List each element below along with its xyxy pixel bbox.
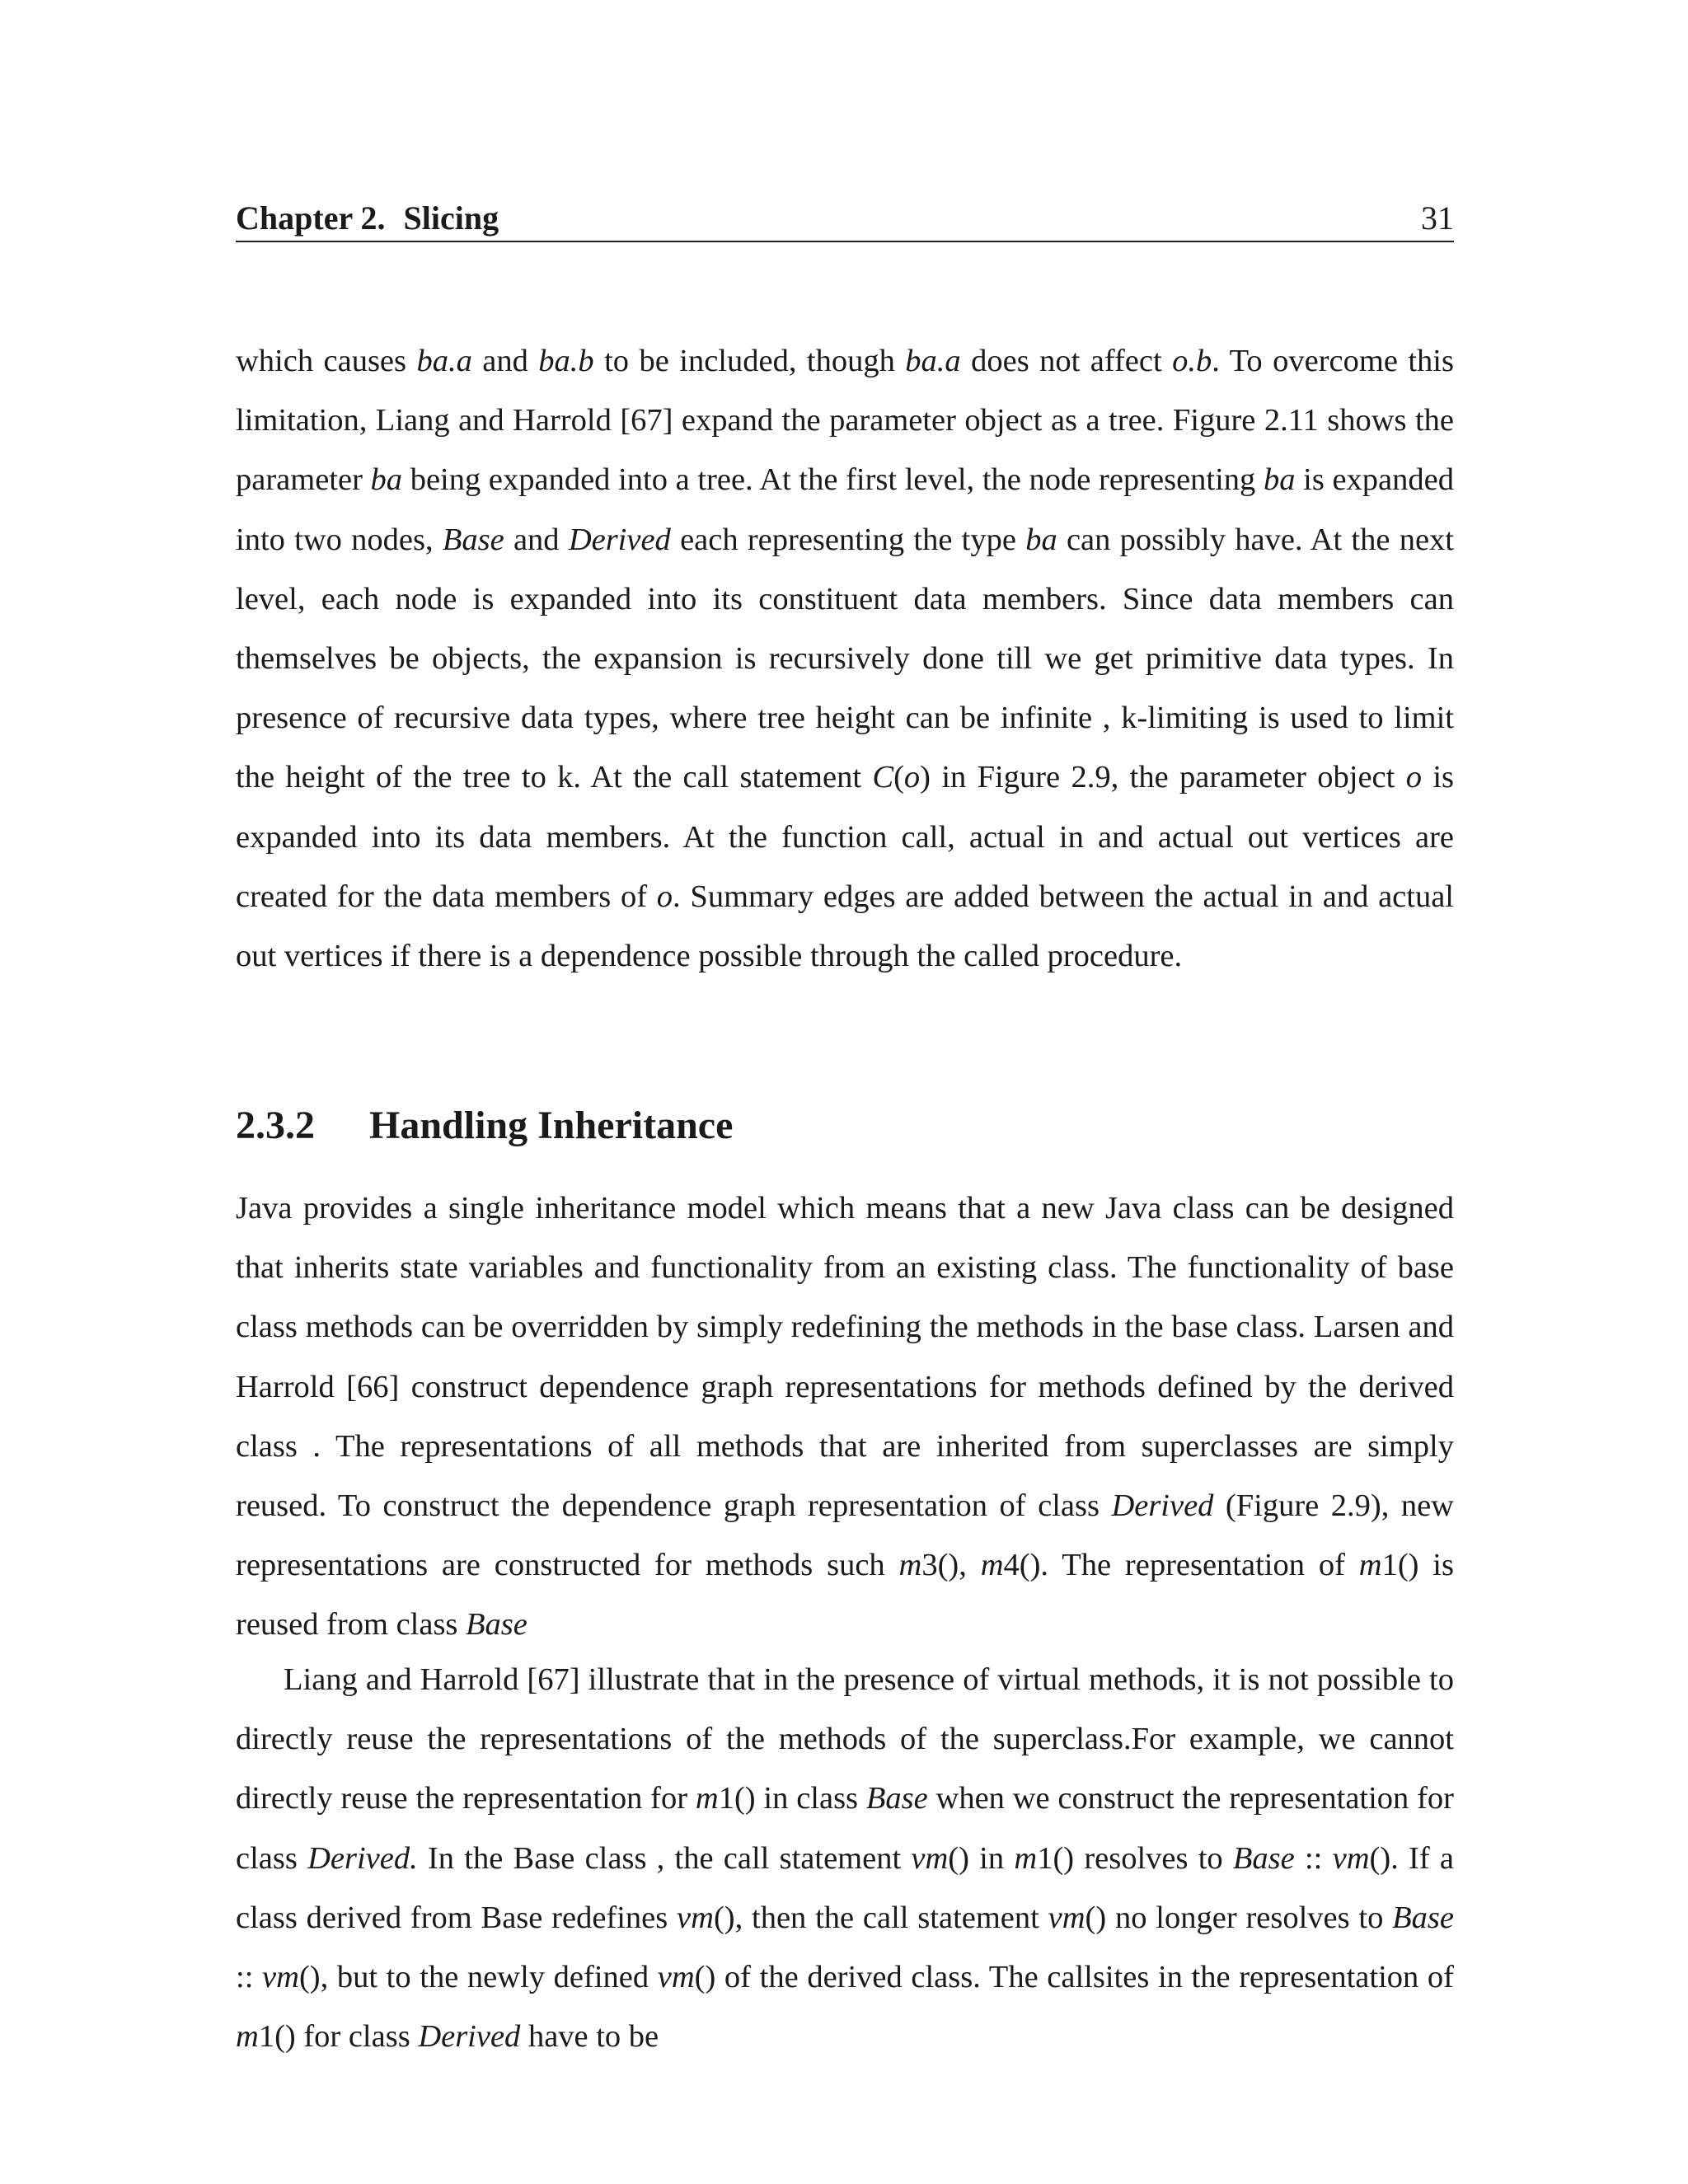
italic-term: Base <box>865 1781 928 1816</box>
italic-term: vm <box>677 1900 714 1935</box>
chapter-name: Slicing <box>403 199 499 237</box>
italic-term: vm <box>1048 1900 1085 1935</box>
section-title: Handling Inheritance <box>369 1104 734 1147</box>
italic-term: o.b <box>1172 344 1212 378</box>
page-number: 31 <box>1421 199 1454 237</box>
italic-term: Derived. <box>307 1840 418 1876</box>
italic-term: o <box>656 879 673 914</box>
italic-term: Base <box>466 1607 528 1643</box>
italic-term: Base <box>1232 1840 1295 1876</box>
italic-term: ba <box>370 462 403 498</box>
italic-term: Base <box>442 522 504 557</box>
italic-term: m <box>695 1781 719 1816</box>
italic-term: ba <box>1025 522 1057 557</box>
italic-term: Derived <box>1111 1488 1214 1524</box>
italic-term: vm <box>911 1840 949 1876</box>
body-paragraph-3: Liang and Harrold [67] illustrate that in the presence of virtual methods, it is not possible to directly reuse the representations of the methods of the superclass.For example, we cannot directly reuse the representation for m1() in class Base when we construct the representation for class Derived. In the Base class , the call statement vm() in m1() resolves to Base :: vm(). If a class derived from Base redefines vm(), then the call statement vm() no longer resolves to Base :: vm(), but to the newly defined vm() of the derived class. The callsites in the representation of m1() for class Derived have to be <box>236 1662 1455 2055</box>
chapter-label: Chapter 2. <box>236 199 386 237</box>
italic-term: m <box>898 1548 922 1583</box>
italic-term: m <box>1014 1840 1038 1876</box>
italic-term: C <box>872 760 894 795</box>
section-heading <box>236 1101 733 1151</box>
italic-term: vm <box>657 1960 695 1995</box>
italic-term: o <box>1405 760 1422 795</box>
italic-term: vm <box>262 1960 299 1995</box>
italic-term: Derived <box>418 2019 521 2055</box>
chapter-title <box>236 196 499 241</box>
italic-term: o <box>903 760 921 795</box>
italic-term: ba <box>1263 462 1296 498</box>
italic-term: ba.a <box>416 344 472 378</box>
italic-term: m <box>980 1548 1004 1583</box>
italic-term: ba.b <box>538 344 594 378</box>
italic-term: Base <box>1392 1900 1454 1935</box>
italic-term: Derived <box>568 522 671 557</box>
italic-term: vm <box>1332 1840 1370 1876</box>
running-header <box>236 196 1454 242</box>
body-paragraph-2: Java provides a single inheritance model which means that a new Java class can be designed that inherits state variables and functionality from an existing class. The functionality of base class methods can be overridden by simply redefining the methods in the base class. Larsen and Harrold [66] construct dependence graph representations for methods defined by the derived class . The representations of all methods that are inherited from superclasses are simply reused. To construct the dependence graph representation of class Derived (Figure 2.9), new representations are constructed for methods such m3(), m4(). The representation of m1() is reused from class Base <box>236 1191 1454 1643</box>
body-paragraph-1: which causes ba.a and ba.b to be included, though ba.a does not affect o.b. To overcome this limitation, Liang and Harrold [67] expand the parameter object as a tree. Figure 2.11 shows the parameter ba being expanded into a tree. At the first level, the node representing ba is expanded into two nodes, Base and Derived each representing the type ba can possibly have. At the next level, each node is expanded into its constituent data members. Since data members can themselves be objects, the expansion is recursively done till we get primitive data types. In presence of recursive data types, where tree height can be infinite , k-limiting is used to limit the height of the tree to k. At the call statement C(o) in Figure 2.9, the parameter object o is expanded into its data members. At the function call, actual in and actual out vertices are created for the data members of o. Summary edges are added between the actual in and actual out vertices if there is a dependence possible through the called procedure. <box>236 344 1455 974</box>
italic-term: m <box>236 2019 259 2055</box>
italic-term: m <box>1358 1548 1382 1583</box>
italic-term: ba.a <box>905 344 961 378</box>
section-number: 2.3.2 <box>236 1104 315 1147</box>
